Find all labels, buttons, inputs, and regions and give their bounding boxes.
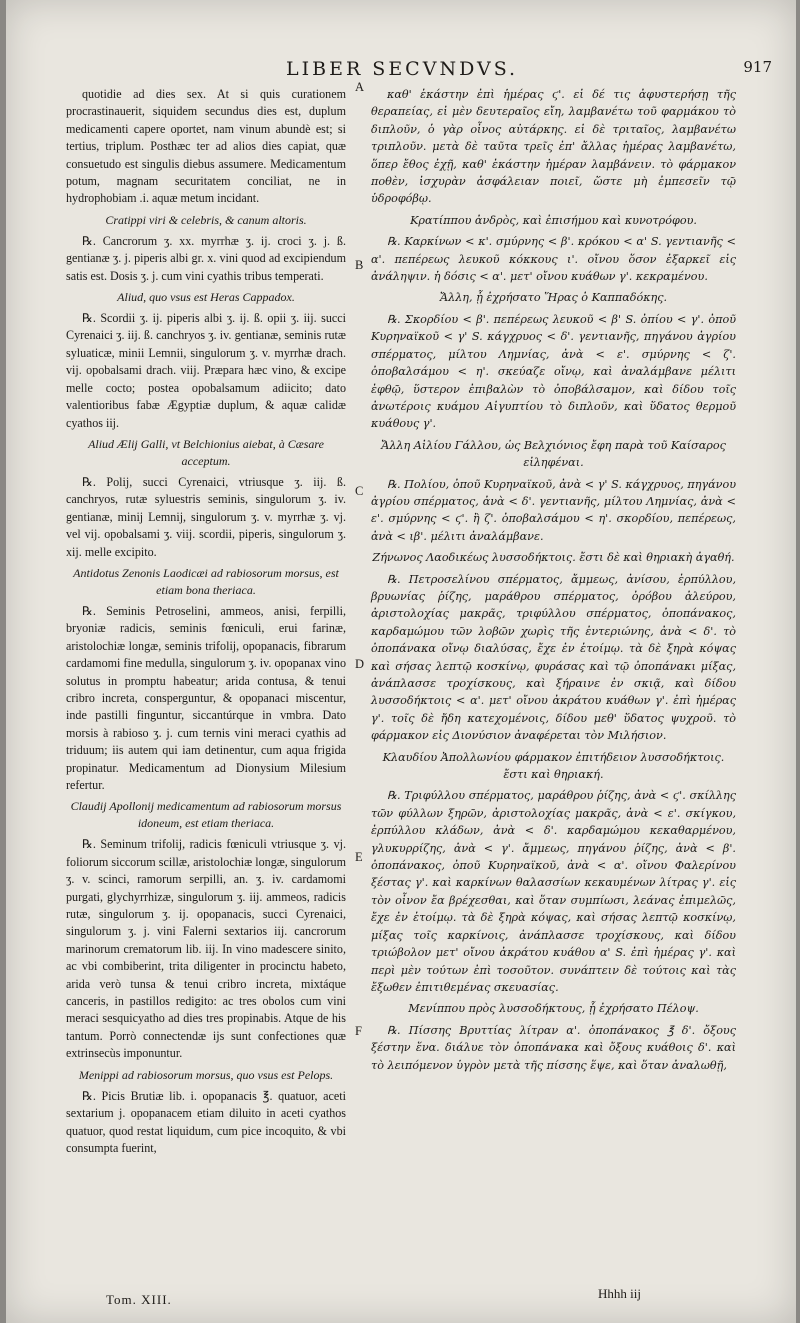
- recipe-paragraph: ℞. Cancrorum ʒ. xx. myrrhæ ʒ. ij. croci ʒ. j. ß. gentianæ ʒ. j. piperis albi gr. x. vini quod ad excipiendum satis est. Dosis ʒ. j. cum vini cyathis tribus temperati.: [66, 233, 346, 283]
- margin-letter-c: C: [355, 484, 364, 498]
- page-number: 917: [743, 58, 772, 76]
- recipe-paragraph: ℞. Seminis Petroselini, ammeos, anisi, ferpilli, bryoniæ radicis, seminis fœniculi, erui farinæ, aristolochiæ longæ, seminis trifolij, opopanacis, fibrarum cardamomi fine medulla, singulorum ʒ. iv. opopanax vino solutus in promptu habeatur; arida contusa, & tenui cribro increta, consperguntur, & opopanaci miscentur, inde pastilli finguntur, siccantúrque in vmbra. Dato morsis à rabioso ʒ. j. cum ternis vini meraci cyathis ad triduum; iis autem qui iam detinentur, cum aqua frigida propinatur. Medicamentum ad Dionysium Milesium refertur.: [66, 603, 346, 792]
- recipe-paragraph: ℞. Πίσσης Βρυττίας λίτραν α'. ὀποπάνακος ℥ δ'. ὄξους ξέστην ἕνα. διάλυε τὸν ὀποπάνακα καὶ ὄξους κυάθοις δ'. καὶ τὸ λειπόμενον ὑγρὸν μετὰ τῆς πίσσης ἕψε, καὶ ὅταν ἀναλωθῇ,: [371, 1023, 736, 1072]
- recipe-paragraph: ℞. Polij, succi Cyrenaici, vtriusque ʒ. iij. ß. canchryos, rutæ syluestris seminis, singulorum ʒ. iv. gentianæ, minij Lemnij, singulorum ʒ. v. myrrhæ ʒ. vj. vel vij. opobalsami ʒ. viij. scordii, piperis, singulorum ʒ. xij. melle excipito.: [66, 474, 346, 559]
- recipe-paragraph: καθ' ἑκάστην ἐπὶ ἡμέρας ϛ'. εἰ δέ τις ἀφυστερήσῃ τῆς θεραπείας, εἰ μὲν δευτεραῖος εἴη, λαμβανέτω τοῦ φαρμάκου τὸ διπλοῦν, ὁ γὰρ οἶνος αὐτάρκης. εἰ δὲ τριταῖος, λαμβανέτω τριπλοῦν. μετὰ δὲ ταῦτα τρεῖς ἐπ' ἄλλας ἡμέρας λαμβανέτω, ὅπερ ἔθος ἐχῇ, καθ' ἑκάστην ἡμέραν λαμβάνειν. τὸ φάρμακον ποθὲν, ἰσχυρὰν ἀσφάλειαν ποιεῖ, ὥστε μὴ ἐμπεσεῖν τῷ ὑδροφόβῳ.: [371, 88, 736, 206]
- latin-column: [66, 86, 346, 1157]
- recipe-heading: Κρατίππου ἀνδρὸς, καὶ ἐπισήμου καὶ κυνοτρόφου.: [410, 213, 697, 227]
- recipe-paragraph: ℞. Scordii ʒ. ij. piperis albi ʒ. ij. ß. opii ʒ. iij. succi Cyrenaici ʒ. iij. ß. canchryos ʒ. iv. gentianæ, seminis rutæ syluaticæ, minii Lemnii, singulorum ʒ. v. myrrhæ drach. vij. opobalsami drach. viij. Præpara hæc vino, & excipe melle cocto; postea opobalsamum adiicito; dato valentioribus fabæ Ægyptiæ duplum, & aquæ calidæ cyathos iij.: [66, 311, 346, 430]
- recipe-heading: Aliud Ælij Galli, vt Belchionius aiebat, à Cæsare acceptum.: [88, 436, 324, 468]
- recipe-heading: Ἄλλη, ᾗ ἐχρήσατο Ἥρας ὁ Καππαδόκης.: [439, 291, 668, 305]
- greek-column: [371, 86, 736, 1074]
- book-page: [6, 0, 796, 1323]
- signature-mark: Hhhh iij: [598, 1286, 641, 1301]
- recipe-heading: Menippi ad rabiosorum morsus, quo vsus est Pelops.: [78, 1067, 334, 1082]
- recipe-paragraph: ℞. Καρκίνων < κ'. σμύρνης < β'. κρόκου < α' S. γεντιανῆς < α'. πεπέρεως λευκοῦ κόκκους ι'. οἴνου ὅσον ἐξαρκεῖ εἰς ἀνάληψιν. ἡ δόσις < α'. μετ' οἴνου κυάθων γ'. κεκραμένου.: [371, 235, 736, 284]
- recipe-heading: Antidotus Zenonis Laodicæi ad rabiosorum morsus, est etiam bona theriaca.: [73, 565, 339, 597]
- recipe-paragraph: ℞. Πετροσελίνου σπέρματος, ἄμμεως, ἀνίσου, ἑρπύλλου, βρυωνίας ῥίζης, μαράθρου σπέρματος, ὀρόβου ἀλεύρου, ἀριστολοχίας μακρᾶς, τριφύλλου σπέρματος, ὀποπάνακος, καρδαμώμου τῶν λοβῶν χωρὶς τῆς ἐντεριώνης, ἀνὰ < δ'. τὸ ὀποπάνακα οἴνῳ διαλύσας, ἔχε ἐν ἑτοίμῳ. τὰ δὲ ξηρὰ κόψας καὶ σήσας λεπτῷ κοσκίνῳ, φυράσας καὶ τῷ ὀποπάνακι μίξας, ἀνάπλασσε τροχίσκους, καὶ ξήραινε ἐν σκιᾷ, καὶ δίδου λυσσοδήκτοις < α'. μετ' οἴνου ἀκράτου κυάθων γ'. ἐπὶ ἡμέρας γ'. τοῖς δὲ ἤδη κατεχομένοις, δίδου μεθ' ὕδατος ψυχροῦ. τὸ φάρμακον εἰς Διονύσιον ἀναφέρεται τὸν Μιλήσιον.: [371, 572, 736, 743]
- recipe-paragraph: ℞. Seminum trifolij, radicis fœniculi vtriusque ʒ. vj. foliorum siccorum scillæ, aristolochiæ longæ, singulorum ʒ. v. scinci, ramorum serpilli, an. ʒ. iv. cardamomi purgati, glychyrrhizæ, singulorum ʒ. iij. ammeos, radicis rutæ, singulorum ʒ. ij. opopanacis, succi Cyrenaici, singulorum ʒ. j. vini Falerni sextarios iij. cancrorum marinorum crematorum lib. iij. In vino madescere sinito, ac vbi combiberint, trita diligenter in procinctu habeto, arida verò tunsa & tenui cribro increta, mixtáque canceris, in pastillos redigito: ac tres obolos cum vini meraci sesquicyatho ad dies tres propinabis. Atque de his tantum. Porrò connectendæ ijs sunt confectiones quæ extrinsecùs imponuntur.: [66, 837, 346, 1061]
- recipe-paragraph: quotidie ad dies sex. At si quis curationem procrastinauerit, siquidem secundus dies est, duplum medicamenti capere oportet, nam vinum abundè est; si tertius, triplum. Posthæc ter ad alios dies capiat, quæ consuetudo est singulis diebus assumere. Medicamentum potum, magnam securitatem conciliat, ne in hydrophobiam .i. aquæ metum incidant.: [66, 87, 346, 206]
- recipe-paragraph: ℞. Picis Brutiæ lib. i. opopanacis ℥. quatuor, aceti sextarium j. opopanacem etiam diluito in aceti cyathos quatuor, quod restat liquidum, cum pice incoquito, & vbi consumpta fuerint,: [66, 1088, 346, 1155]
- recipe-heading: Aliud, quo vsus est Heras Cappadox.: [117, 290, 295, 305]
- margin-letter-f: F: [355, 1024, 362, 1038]
- margin-letter-b: B: [355, 258, 364, 272]
- margin-letter-d: D: [355, 657, 365, 671]
- recipe-heading: Ἄλλη Αἰλίου Γάλλου, ὡς Βελχιόνιος ἔφη παρὰ τοῦ Καίσαρος εἰληφέναι.: [381, 438, 726, 470]
- recipe-heading: Ζήνωνος Λαοδικέως λυσσοδήκτοις. ἔστι δὲ καὶ θηριακὴ ἀγαθή.: [372, 551, 735, 565]
- recipe-heading: Κλαυδίου Ἀπολλωνίου φάρμακον ἐπιτήδειον λυσσοδήκτοις. ἔστι καὶ θηριακή.: [382, 750, 725, 782]
- recipe-paragraph: ℞. Τριφύλλου σπέρματος, μαράθρου ῥίζης, ἀνὰ < ϛ'. σκίλλης τῶν φύλλων ξηρῶν, ἀριστολοχίας μακρᾶς, ἀνὰ < ε'. σκίγκου, ἑρπύλλου κλάδων, ἀνὰ < δ'. καρδαμώμου κεκαθαρμένου, γλυκυρρίζης, ἀνὰ < γ'. ἄμμεως, πηγάνου ῥίζης, ἀνὰ < β'. ὀποπάνακος, ὀποῦ Κυρηναϊκοῦ, ἀνὰ < α'. οἴνου Φαλερίνου ξέστας γ'. καὶ καρκίνων θαλασσίων κεκαυμένων λίτρας γ'. εἰς τὸν οἶνον ἔα βρέχεσθαι, καὶ ὅταν συμπίωσι, λεάνας ἐπιμελῶς, ἔχε ἐν ἑτοίμῳ. τὰ δὲ ξηρὰ κόψας, καὶ σήσας λεπτῷ κοσκίνῳ, μίξας τοῖς καρκίνοις, ἀνάπλασσε τροχίσκους, καὶ δίδου τριώβολον μετ' οἴνου ἀκράτου κυάθου α' S. ἐπὶ ἡμέρας γ'. καὶ περὶ μὲν τούτων ἐπὶ τοσοῦτον. συνάπτειν δὲ τούτοις καὶ τὰς ἔξωθεν ἐπιτιθεμένας σκευασίας.: [371, 789, 736, 994]
- margin-letter-a: A: [355, 80, 365, 94]
- page-header: [6, 58, 796, 82]
- tome-label: Tom. XIII.: [106, 1292, 172, 1307]
- recipe-paragraph: ℞. Πολίου, ὀποῦ Κυρηναϊκοῦ, ἀνὰ < γ' S. κάγχρυος, πηγάνου ἀγρίου σπέρματος, ἀνὰ < δ'. γεντιανῆς, μίλτου Λημνίας, ἀνὰ < ε'. σμύρνης < ϛ'. ἢ ζ'. ὀποβαλσάμου < η'. σκορδίου, πεπέρεως, ἀνὰ < ιβ'. μέλιτι ἀναλάμβανε.: [371, 477, 736, 543]
- recipe-heading: Cratippi viri & celebris, & canum altoris.: [105, 212, 307, 227]
- recipe-heading: Claudij Apollonij medicamentum ad rabiosorum morsus idoneum, est etiam theriaca.: [70, 799, 342, 831]
- recipe-heading: Μενίππου πρὸς λυσσοδήκτους, ᾗ ἐχρήσατο Πέλοψ.: [408, 1002, 699, 1016]
- margin-letter-e: E: [355, 850, 363, 864]
- running-title: LIBER SECVNDVS.: [286, 58, 519, 80]
- recipe-paragraph: ℞. Σκορδίου < β'. πεπέρεως λευκοῦ < β' S. ὀπίου < γ'. ὀποῦ Κυρηναϊκοῦ < γ' S. κάγχρυος < δ'. γεντιανῆς, πηγάνου ἀγρίου σπέρματος, μίλτου Λημνίας, ἀνὰ < ε'. σμύρνης < ζ'. ὀποβαλσάμου < η'. σκεύαζε οἴνῳ, καὶ ἀναλάμβανε μέλιτι ἑφθῷ, ὕστερον ἐπιβαλὼν τὸ ὀποβάλσαμον, καὶ δίδου τοῖς ἀνωτέροις κυάμου Αἰγυπτίου τὸ διπλοῦν, καὶ ὕδατος θερμοῦ κυάθους γ'.: [371, 312, 736, 431]
